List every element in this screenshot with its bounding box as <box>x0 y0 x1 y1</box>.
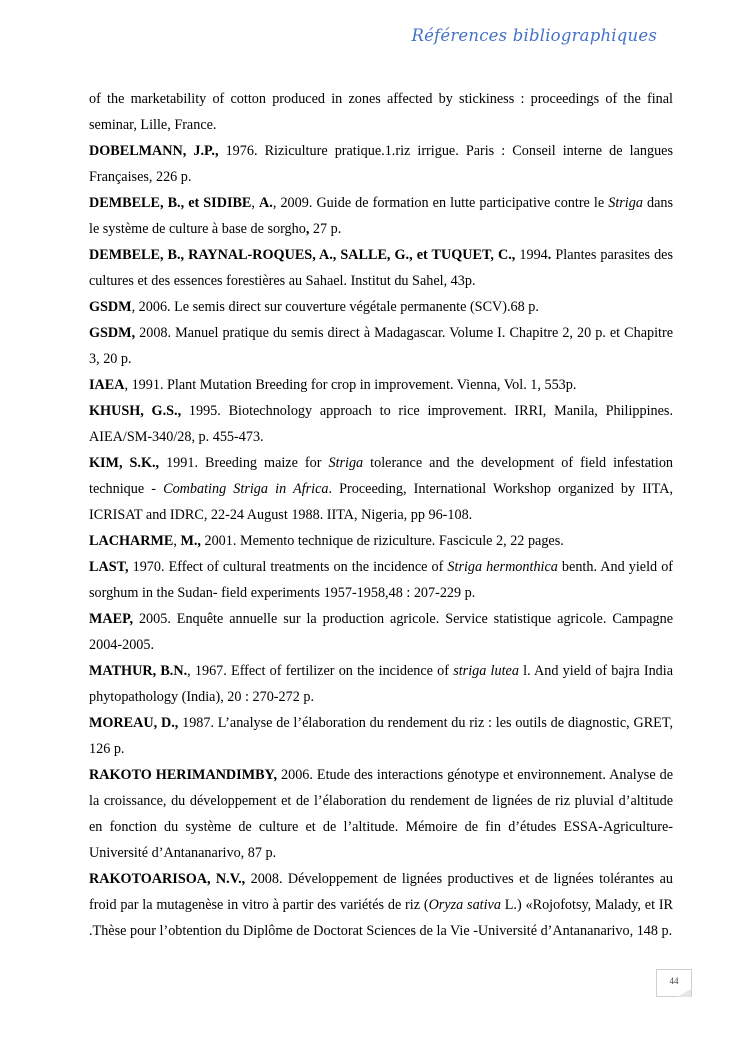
reference-entry: RAKOTO HERIMANDIMBY, 2006. Etude des interactions génotype et environnement. Analyse de la croissance, du développement et de l’élaboration du rendement de lignées de riz pluvial d’altitude en fonction du système de culture et de l’altitude. Mémoire de fin d’études ESSA-Agriculture-Université d’Antananarivo, 87 p. <box>89 767 673 861</box>
reference-entry: IAEA, 1991. Plant Mutation Breeding for crop in improvement. Vienna, Vol. 1, 553p. <box>89 377 577 393</box>
reference-entry: GSDM, 2006. Le semis direct sur couverture végétale permanente (SCV).68 p. <box>89 299 539 315</box>
reference-entry: DEMBELE, B., et SIDIBE, A., 2009. Guide de formation en lutte participative contre le Striga dans le système de culture à base de sorgho, 27 p. <box>89 195 673 237</box>
reference-entry: KIM, S.K., 1991. Breeding maize for Striga tolerance and the development of field infestation technique - Combating Striga in Africa. Proceeding, International Workshop organized by IITA, ICRISAT and IDRC, 22-24 August 1988. IITA, Nigeria, pp 96-108. <box>89 455 674 523</box>
reference-author: KHUSH, G.S., <box>89 403 182 419</box>
reference-author: DEMBELE, B., et SIDIBE <box>89 195 252 211</box>
reference-author: MAEP, <box>89 611 134 627</box>
reference-author: MATHUR, B.N. <box>89 663 188 679</box>
species-name: Striga hermonthica <box>447 559 558 575</box>
reference-author: LACHARME <box>89 533 174 549</box>
reference-author: IAEA <box>89 377 125 393</box>
reference-author: M., <box>180 533 201 549</box>
reference-author: DEMBELE, B., RAYNAL-ROQUES, A., SALLE, G., et TUQUET, C., <box>89 247 516 263</box>
species-name: Oryza sativa <box>428 897 501 913</box>
reference-author: MOREAU, D., <box>89 715 179 731</box>
reference-author: LAST, <box>89 559 129 575</box>
reference-entry: GSDM, 2008. Manuel pratique du semis direct à Madagascar. Volume I. Chapitre 2, 20 p. et Chapitre 3, 20 p. <box>89 325 673 367</box>
bibliography-list <box>89 86 673 944</box>
reference-author: GSDM, <box>89 325 136 341</box>
reference-entry: LACHARME, M., 2001. Memento technique de riziculture. Fascicule 2, 22 pages. <box>89 533 564 549</box>
page-number: 44 <box>656 969 692 997</box>
reference-entry: of the marketability of cotton produced in zones affected by stickiness : proceedings of the final seminar, Lille, France. <box>89 91 673 133</box>
reference-entry: RAKOTOARISOA, N.V., 2008. Développement de lignées productives et de lignées tolérantes au froid par la mutagenèse in vitro à partir des variétés de riz (Oryza sativa L.) «Rojofotsy, Malady, et IR .Thèse pour l’obtention du Diplôme de Doctorat Sciences de la Vie -Université d’Antananarivo, 148 p. <box>89 871 674 939</box>
page-header-title: Références bibliographiques <box>411 26 657 45</box>
reference-entry: MATHUR, B.N., 1967. Effect of fertilizer on the incidence of striga lutea l. And yield of bajra India phytopathology (India), 20 : 270-272 p. <box>89 663 673 705</box>
species-name: Striga <box>328 455 364 471</box>
publication-title: Combating Striga in Africa <box>163 481 329 497</box>
reference-author: DOBELMANN, J.P., <box>89 143 219 159</box>
reference-entry: KHUSH, G.S., 1995. Biotechnology approach to rice improvement. IRRI, Manila, Philippines. AIEA/SM-340/28, p. 455-473. <box>89 403 673 445</box>
reference-entry: DEMBELE, B., RAYNAL-ROQUES, A., SALLE, G., et TUQUET, C., 1994. Plantes parasites des cultures et des essences forestières au Sahael. Institut du Sahel, 43p. <box>89 247 674 289</box>
reference-author: GSDM <box>89 299 132 315</box>
species-name: Striga <box>608 195 643 211</box>
species-name: striga lutea <box>453 663 519 679</box>
reference-entry: LAST, 1970. Effect of cultural treatments on the incidence of Striga hermonthica benth. And yield of sorghum in the Sudan- field experiments 1957-1958,48 : 207-229 p. <box>89 559 674 601</box>
reference-entry: MAEP, 2005. Enquête annuelle sur la production agricole. Service statistique agricole. Campagne 2004-2005. <box>89 611 673 653</box>
reference-entry: DOBELMANN, J.P., 1976. Riziculture pratique.1.riz irrigue. Paris : Conseil interne de langues Françaises, 226 p. <box>89 143 673 185</box>
reference-entry: MOREAU, D., 1987. L’analyse de l’élaboration du rendement du riz : les outils de diagnostic, GRET, 126 p. <box>89 715 673 757</box>
reference-author: RAKOTOARISOA, N.V., <box>89 871 246 887</box>
reference-author: RAKOTO HERIMANDIMBY, <box>89 767 278 783</box>
reference-author: A. <box>259 195 273 211</box>
reference-author: KIM, S.K., <box>89 455 160 471</box>
